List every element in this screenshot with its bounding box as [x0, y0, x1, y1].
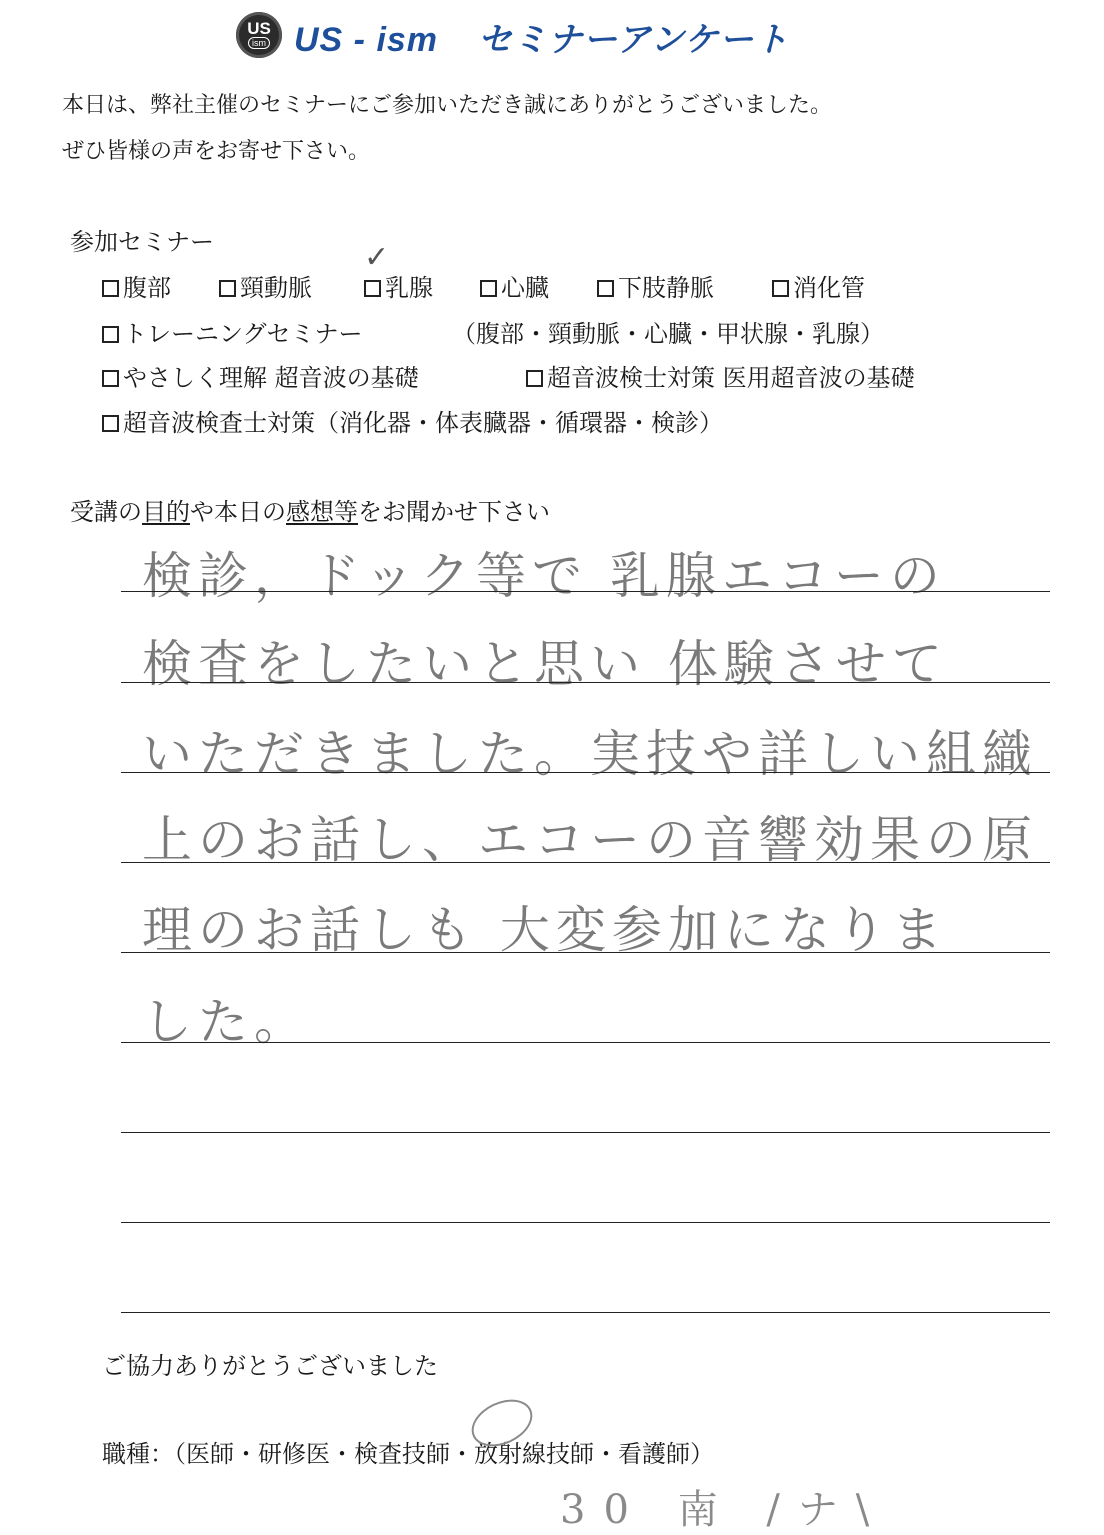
- handwritten-line: 検診，ドック等で 乳腺エコーの: [142, 547, 946, 605]
- logo-subtext: ism: [248, 37, 270, 49]
- training-detail: （腹部・頸動脈・心臓・甲状腺・乳腺）: [452, 320, 884, 348]
- us-ism-logo: [236, 12, 282, 58]
- heading-part: をお聞かせ下さい: [358, 498, 550, 526]
- seminar-option-basic[interactable]: [102, 358, 419, 393]
- option-label: トレーニングセミナー: [123, 320, 363, 348]
- seminar-option-technologist[interactable]: [102, 403, 723, 438]
- seminar-option-abdomen[interactable]: [102, 268, 171, 303]
- writing-line: [121, 952, 1050, 953]
- handwritten-line: 検査をしたいと思い 体験させて: [142, 635, 948, 693]
- checkbox[interactable]: [219, 280, 236, 297]
- writing-line: [121, 1222, 1050, 1223]
- handwritten-line: 上のお話し、エコーの音響効果の原: [142, 811, 1038, 869]
- writing-line: [121, 591, 1050, 592]
- checkbox[interactable]: [597, 280, 614, 297]
- handwritten-signature: 30 南 /ナ\: [560, 1487, 888, 1533]
- checkbox[interactable]: [102, 370, 119, 387]
- option-label: 心臓: [501, 274, 549, 302]
- seminar-option-carotid[interactable]: [219, 268, 312, 303]
- seminar-option-leg-vein[interactable]: [597, 268, 714, 303]
- survey-title: セミナーアンケート: [478, 21, 790, 59]
- page-title: [294, 12, 789, 61]
- seminar-option-heart[interactable]: [480, 268, 549, 303]
- heading-part: や本日の: [190, 498, 286, 526]
- checkbox[interactable]: [102, 415, 119, 432]
- heading-underlined: 目的: [142, 498, 190, 526]
- intro-line-1: 本日は、弊社主催のセミナーにご参加いただき誠にありがとうございました。: [62, 93, 833, 118]
- heading-underlined: 感想等: [286, 498, 358, 526]
- option-label: やさしく理解 超音波の基礎: [123, 364, 419, 392]
- option-label: 消化管: [793, 274, 865, 302]
- seminar-option-digestive[interactable]: [772, 268, 865, 303]
- seminar-option-exam[interactable]: [526, 358, 915, 393]
- brand-name: US - ism: [294, 21, 439, 59]
- checkbox[interactable]: [102, 280, 119, 297]
- checkbox[interactable]: [364, 280, 381, 297]
- checkbox[interactable]: [772, 280, 789, 297]
- option-label: 超音波検士対策 医用超音波の基礎: [547, 364, 915, 392]
- writing-line: [121, 1132, 1050, 1133]
- intro-line-2: ぜひ皆様の声をお寄せ下さい。: [62, 139, 371, 164]
- feedback-heading: [70, 492, 550, 527]
- seminar-option-training[interactable]: [102, 314, 363, 349]
- checkmark-icon: ✓: [364, 240, 390, 275]
- checkbox[interactable]: [102, 326, 119, 343]
- option-label: 下肢静脈: [618, 274, 714, 302]
- option-label: 腹部: [123, 274, 171, 302]
- checkbox[interactable]: [480, 280, 497, 297]
- handwritten-line: いただきました。実技や詳しい組織: [142, 725, 1038, 783]
- option-label: 乳腺: [385, 274, 433, 302]
- logo-text: US: [247, 19, 271, 38]
- option-label: 頸動脈: [240, 274, 312, 302]
- handwritten-line: した。: [142, 993, 310, 1051]
- writing-line: [121, 1312, 1050, 1313]
- writing-line: [121, 682, 1050, 683]
- option-label: 超音波検査士対策（消化器・体表臓器・循環器・検診）: [123, 409, 723, 437]
- writing-line: [121, 1042, 1050, 1043]
- seminar-heading: 参加セミナー: [70, 228, 214, 256]
- writing-line: [121, 862, 1050, 863]
- checkbox[interactable]: [526, 370, 543, 387]
- occupation-line: 職種：（医師・研修医・検査技師・放射線技師・看護師）: [102, 1440, 714, 1468]
- heading-part: 受講の: [70, 498, 142, 526]
- writing-line: [121, 772, 1050, 773]
- handwritten-line: 理のお話しも 大変参加になりま: [142, 901, 948, 959]
- thanks-text: ご協力ありがとうございました: [102, 1352, 438, 1380]
